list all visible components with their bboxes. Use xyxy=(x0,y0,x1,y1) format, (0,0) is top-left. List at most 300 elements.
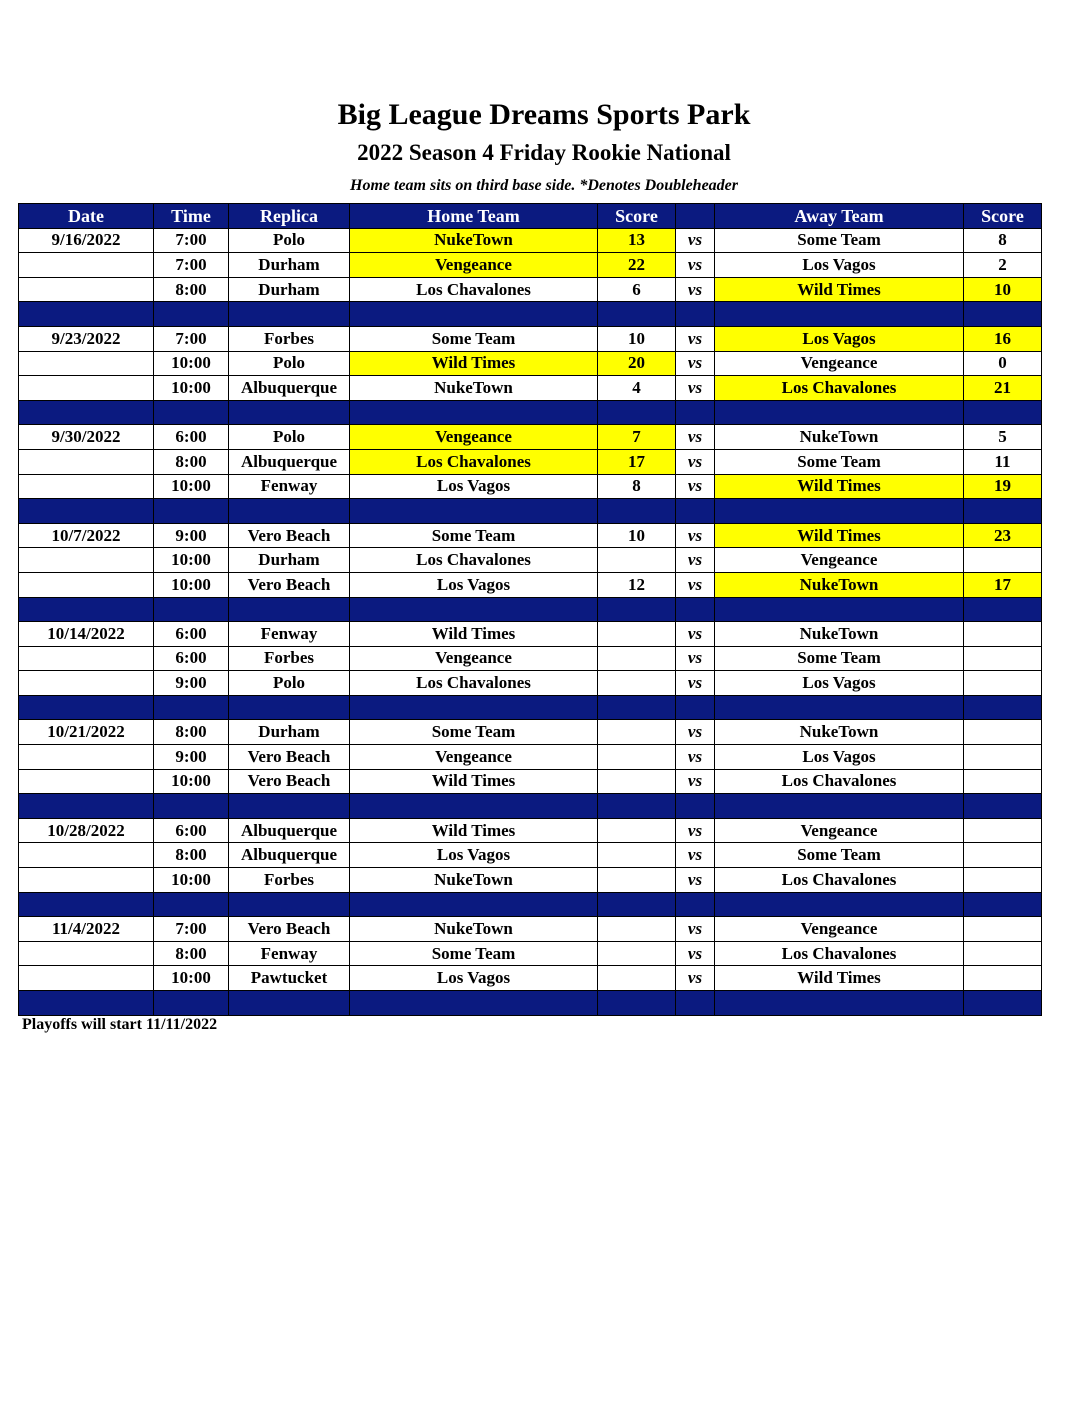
separator-cell xyxy=(229,794,350,819)
separator-cell xyxy=(350,991,598,1016)
game-row xyxy=(19,646,1042,671)
game-time: 10:00 xyxy=(154,548,229,573)
vs-label: vs xyxy=(676,941,715,966)
separator-cell xyxy=(350,892,598,917)
game-row xyxy=(19,868,1042,893)
separator-cell xyxy=(154,597,229,622)
separator-cell xyxy=(598,597,676,622)
home-score xyxy=(598,917,676,942)
home-score xyxy=(598,769,676,794)
away-team: Some Team xyxy=(715,449,964,474)
game-row xyxy=(19,572,1042,597)
away-score: 2 xyxy=(964,253,1042,278)
away-team: Wild Times xyxy=(715,966,964,991)
game-field: Forbes xyxy=(229,868,350,893)
game-field: Albuquerque xyxy=(229,843,350,868)
game-time: 8:00 xyxy=(154,277,229,302)
game-field: Polo xyxy=(229,351,350,376)
game-date xyxy=(19,449,154,474)
game-field: Forbes xyxy=(229,326,350,351)
game-field: Forbes xyxy=(229,646,350,671)
game-date xyxy=(19,548,154,573)
separator-cell xyxy=(964,400,1042,425)
away-team: NukeTown xyxy=(715,425,964,450)
col-header-away-score: Score xyxy=(964,204,1042,229)
vs-label: vs xyxy=(676,572,715,597)
game-time: 6:00 xyxy=(154,425,229,450)
away-score: 23 xyxy=(964,523,1042,548)
away-score: 19 xyxy=(964,474,1042,499)
game-row xyxy=(19,941,1042,966)
vs-label: vs xyxy=(676,769,715,794)
home-score: 13 xyxy=(598,228,676,253)
separator-cell xyxy=(229,400,350,425)
separator-cell xyxy=(964,794,1042,819)
game-date xyxy=(19,253,154,278)
home-team: NukeTown xyxy=(350,376,598,401)
away-score: 5 xyxy=(964,425,1042,450)
separator-cell xyxy=(350,597,598,622)
vs-label: vs xyxy=(676,425,715,450)
away-score: 11 xyxy=(964,449,1042,474)
separator-cell xyxy=(598,695,676,720)
game-time: 10:00 xyxy=(154,376,229,401)
game-time: 10:00 xyxy=(154,868,229,893)
separator-cell xyxy=(598,892,676,917)
separator-cell xyxy=(154,400,229,425)
home-team: Los Vagos xyxy=(350,966,598,991)
game-date xyxy=(19,474,154,499)
home-score: 10 xyxy=(598,326,676,351)
schedule-note: Home team sits on third base side. *Denotes Doubleheader xyxy=(350,177,738,194)
game-field: Albuquerque xyxy=(229,818,350,843)
week-separator-row xyxy=(19,597,1042,622)
separator-cell xyxy=(715,302,964,327)
away-team: Los Chavalones xyxy=(715,769,964,794)
game-date: 9/30/2022 xyxy=(19,425,154,450)
separator-cell xyxy=(676,302,715,327)
vs-label: vs xyxy=(676,671,715,696)
game-date xyxy=(19,351,154,376)
separator-cell xyxy=(676,892,715,917)
schedule-table xyxy=(18,203,1042,1016)
separator-cell xyxy=(154,695,229,720)
home-team: NukeTown xyxy=(350,228,598,253)
game-date: 11/4/2022 xyxy=(19,917,154,942)
home-score xyxy=(598,868,676,893)
vs-label: vs xyxy=(676,228,715,253)
vs-label: vs xyxy=(676,449,715,474)
away-team: NukeTown xyxy=(715,622,964,647)
vs-label: vs xyxy=(676,351,715,376)
game-date xyxy=(19,941,154,966)
game-date xyxy=(19,671,154,696)
separator-cell xyxy=(19,991,154,1016)
separator-cell xyxy=(229,597,350,622)
col-header-home-team: Home Team xyxy=(350,204,598,229)
game-field: Polo xyxy=(229,228,350,253)
home-score xyxy=(598,941,676,966)
game-row xyxy=(19,917,1042,942)
col-header-home-score: Score xyxy=(598,204,676,229)
home-team: NukeTown xyxy=(350,868,598,893)
game-row xyxy=(19,326,1042,351)
game-date: 9/16/2022 xyxy=(19,228,154,253)
separator-cell xyxy=(154,499,229,524)
game-field: Albuquerque xyxy=(229,449,350,474)
away-team: Wild Times xyxy=(715,474,964,499)
schedule-body xyxy=(19,228,1042,1015)
separator-cell xyxy=(598,302,676,327)
home-score xyxy=(598,720,676,745)
home-score: 12 xyxy=(598,572,676,597)
separator-cell xyxy=(19,302,154,327)
col-header-time: Time xyxy=(154,204,229,229)
game-time: 6:00 xyxy=(154,818,229,843)
home-team: NukeTown xyxy=(350,917,598,942)
separator-cell xyxy=(154,794,229,819)
separator-cell xyxy=(598,499,676,524)
col-header-date: Date xyxy=(19,204,154,229)
separator-cell xyxy=(964,499,1042,524)
separator-cell xyxy=(154,991,229,1016)
game-date xyxy=(19,277,154,302)
game-date: 9/23/2022 xyxy=(19,326,154,351)
separator-cell xyxy=(350,499,598,524)
game-date: 10/7/2022 xyxy=(19,523,154,548)
separator-cell xyxy=(350,695,598,720)
game-time: 8:00 xyxy=(154,720,229,745)
separator-cell xyxy=(715,794,964,819)
away-score xyxy=(964,671,1042,696)
home-score: 22 xyxy=(598,253,676,278)
page-title: Big League Dreams Sports Park xyxy=(337,98,751,131)
game-field: Pawtucket xyxy=(229,966,350,991)
game-time: 6:00 xyxy=(154,622,229,647)
game-row xyxy=(19,671,1042,696)
separator-cell xyxy=(715,597,964,622)
away-score: 21 xyxy=(964,376,1042,401)
away-score xyxy=(964,966,1042,991)
game-field: Polo xyxy=(229,671,350,696)
game-field: Vero Beach xyxy=(229,769,350,794)
home-team: Los Chavalones xyxy=(350,449,598,474)
vs-label: vs xyxy=(676,868,715,893)
game-field: Fenway xyxy=(229,622,350,647)
away-team: Vengeance xyxy=(715,351,964,376)
game-field: Fenway xyxy=(229,474,350,499)
separator-cell xyxy=(676,499,715,524)
game-date: 10/21/2022 xyxy=(19,720,154,745)
game-time: 10:00 xyxy=(154,966,229,991)
game-row xyxy=(19,425,1042,450)
game-field: Durham xyxy=(229,253,350,278)
separator-cell xyxy=(598,991,676,1016)
separator-cell xyxy=(19,400,154,425)
away-score: 17 xyxy=(964,572,1042,597)
away-team: Los Vagos xyxy=(715,326,964,351)
game-field: Durham xyxy=(229,548,350,573)
away-team: Some Team xyxy=(715,228,964,253)
game-field: Polo xyxy=(229,425,350,450)
vs-label: vs xyxy=(676,376,715,401)
week-separator-row xyxy=(19,400,1042,425)
away-score xyxy=(964,868,1042,893)
col-header-replica: Replica xyxy=(229,204,350,229)
separator-cell xyxy=(964,302,1042,327)
game-row xyxy=(19,966,1042,991)
game-time: 8:00 xyxy=(154,843,229,868)
away-team: Los Vagos xyxy=(715,253,964,278)
away-team: Los Vagos xyxy=(715,745,964,770)
game-time: 10:00 xyxy=(154,572,229,597)
game-date xyxy=(19,769,154,794)
game-time: 7:00 xyxy=(154,253,229,278)
game-field: Vero Beach xyxy=(229,572,350,597)
game-time: 9:00 xyxy=(154,671,229,696)
game-field: Vero Beach xyxy=(229,745,350,770)
separator-cell xyxy=(154,302,229,327)
vs-label: vs xyxy=(676,818,715,843)
week-separator-row xyxy=(19,991,1042,1016)
separator-cell xyxy=(154,892,229,917)
game-date: 10/14/2022 xyxy=(19,622,154,647)
home-team: Wild Times xyxy=(350,622,598,647)
away-team: Vengeance xyxy=(715,917,964,942)
home-team: Some Team xyxy=(350,326,598,351)
home-score xyxy=(598,671,676,696)
separator-cell xyxy=(350,400,598,425)
game-date: 10/28/2022 xyxy=(19,818,154,843)
week-separator-row xyxy=(19,302,1042,327)
home-score xyxy=(598,548,676,573)
away-team: Some Team xyxy=(715,843,964,868)
game-row xyxy=(19,622,1042,647)
away-score xyxy=(964,818,1042,843)
home-score: 7 xyxy=(598,425,676,450)
game-date xyxy=(19,572,154,597)
away-score xyxy=(964,917,1042,942)
home-score xyxy=(598,622,676,647)
vs-label: vs xyxy=(676,326,715,351)
game-field: Vero Beach xyxy=(229,523,350,548)
separator-cell xyxy=(19,695,154,720)
away-team: NukeTown xyxy=(715,720,964,745)
away-score xyxy=(964,622,1042,647)
separator-cell xyxy=(964,892,1042,917)
home-score: 4 xyxy=(598,376,676,401)
home-team: Wild Times xyxy=(350,818,598,843)
week-separator-row xyxy=(19,892,1042,917)
vs-label: vs xyxy=(676,720,715,745)
home-score xyxy=(598,966,676,991)
game-time: 7:00 xyxy=(154,228,229,253)
separator-cell xyxy=(964,991,1042,1016)
home-team: Some Team xyxy=(350,720,598,745)
game-row xyxy=(19,253,1042,278)
home-team: Vengeance xyxy=(350,253,598,278)
home-team: Wild Times xyxy=(350,769,598,794)
page-subtitle: 2022 Season 4 Friday Rookie National xyxy=(357,140,731,165)
game-time: 8:00 xyxy=(154,941,229,966)
away-score: 16 xyxy=(964,326,1042,351)
game-field: Fenway xyxy=(229,941,350,966)
vs-label: vs xyxy=(676,646,715,671)
separator-cell xyxy=(229,302,350,327)
separator-cell xyxy=(19,597,154,622)
home-score: 20 xyxy=(598,351,676,376)
game-row xyxy=(19,351,1042,376)
away-team: Los Chavalones xyxy=(715,376,964,401)
game-time: 8:00 xyxy=(154,449,229,474)
game-row xyxy=(19,523,1042,548)
col-header-vs xyxy=(676,204,715,229)
vs-label: vs xyxy=(676,548,715,573)
separator-cell xyxy=(229,499,350,524)
vs-label: vs xyxy=(676,843,715,868)
home-score xyxy=(598,745,676,770)
separator-cell xyxy=(715,991,964,1016)
away-team: Wild Times xyxy=(715,277,964,302)
game-time: 10:00 xyxy=(154,769,229,794)
home-team: Some Team xyxy=(350,941,598,966)
away-score: 10 xyxy=(964,277,1042,302)
away-score xyxy=(964,843,1042,868)
game-date xyxy=(19,843,154,868)
col-header-away-team: Away Team xyxy=(715,204,964,229)
vs-label: vs xyxy=(676,277,715,302)
game-row xyxy=(19,449,1042,474)
away-team: Some Team xyxy=(715,646,964,671)
separator-cell xyxy=(19,499,154,524)
away-score xyxy=(964,720,1042,745)
game-row xyxy=(19,277,1042,302)
separator-cell xyxy=(676,695,715,720)
away-score xyxy=(964,745,1042,770)
away-team: Wild Times xyxy=(715,523,964,548)
home-team: Los Vagos xyxy=(350,843,598,868)
game-time: 7:00 xyxy=(154,326,229,351)
separator-cell xyxy=(229,991,350,1016)
separator-cell xyxy=(350,302,598,327)
away-team: Los Vagos xyxy=(715,671,964,696)
game-row xyxy=(19,548,1042,573)
game-row xyxy=(19,228,1042,253)
game-time: 9:00 xyxy=(154,745,229,770)
game-row xyxy=(19,769,1042,794)
game-date xyxy=(19,868,154,893)
header-row xyxy=(19,204,1042,229)
game-time: 7:00 xyxy=(154,917,229,942)
game-row xyxy=(19,720,1042,745)
separator-cell xyxy=(715,400,964,425)
separator-cell xyxy=(229,892,350,917)
separator-cell xyxy=(229,695,350,720)
week-separator-row xyxy=(19,499,1042,524)
game-date xyxy=(19,745,154,770)
home-score: 8 xyxy=(598,474,676,499)
game-date xyxy=(19,966,154,991)
game-row xyxy=(19,376,1042,401)
home-team: Los Vagos xyxy=(350,572,598,597)
away-score xyxy=(964,548,1042,573)
separator-cell xyxy=(598,400,676,425)
separator-cell xyxy=(964,695,1042,720)
separator-cell xyxy=(715,695,964,720)
separator-cell xyxy=(676,597,715,622)
game-field: Durham xyxy=(229,720,350,745)
away-score: 0 xyxy=(964,351,1042,376)
game-date xyxy=(19,646,154,671)
vs-label: vs xyxy=(676,966,715,991)
away-score xyxy=(964,769,1042,794)
separator-cell xyxy=(676,400,715,425)
separator-cell xyxy=(19,794,154,819)
separator-cell xyxy=(350,794,598,819)
home-score xyxy=(598,646,676,671)
playoffs-note: Playoffs will start 11/11/2022 xyxy=(22,1016,218,1033)
game-date xyxy=(19,376,154,401)
week-separator-row xyxy=(19,794,1042,819)
vs-label: vs xyxy=(676,622,715,647)
home-score xyxy=(598,843,676,868)
home-team: Los Chavalones xyxy=(350,671,598,696)
home-score: 17 xyxy=(598,449,676,474)
week-separator-row xyxy=(19,695,1042,720)
away-team: Los Chavalones xyxy=(715,868,964,893)
home-score xyxy=(598,818,676,843)
away-score xyxy=(964,941,1042,966)
game-field: Vero Beach xyxy=(229,917,350,942)
vs-label: vs xyxy=(676,474,715,499)
away-team: Vengeance xyxy=(715,818,964,843)
home-team: Vengeance xyxy=(350,425,598,450)
away-score xyxy=(964,646,1042,671)
vs-label: vs xyxy=(676,253,715,278)
home-team: Wild Times xyxy=(350,351,598,376)
game-time: 6:00 xyxy=(154,646,229,671)
separator-cell xyxy=(19,892,154,917)
away-team: NukeTown xyxy=(715,572,964,597)
home-team: Los Chavalones xyxy=(350,277,598,302)
home-score: 6 xyxy=(598,277,676,302)
home-team: Some Team xyxy=(350,523,598,548)
home-team: Vengeance xyxy=(350,745,598,770)
game-time: 10:00 xyxy=(154,474,229,499)
home-team: Los Vagos xyxy=(350,474,598,499)
separator-cell xyxy=(715,892,964,917)
vs-label: vs xyxy=(676,745,715,770)
home-team: Los Chavalones xyxy=(350,548,598,573)
game-row xyxy=(19,818,1042,843)
away-team: Vengeance xyxy=(715,548,964,573)
game-row xyxy=(19,745,1042,770)
separator-cell xyxy=(598,794,676,819)
game-time: 10:00 xyxy=(154,351,229,376)
away-score: 8 xyxy=(964,228,1042,253)
game-time: 9:00 xyxy=(154,523,229,548)
game-field: Durham xyxy=(229,277,350,302)
separator-cell xyxy=(676,991,715,1016)
separator-cell xyxy=(964,597,1042,622)
separator-cell xyxy=(676,794,715,819)
home-team: Vengeance xyxy=(350,646,598,671)
home-score: 10 xyxy=(598,523,676,548)
game-row xyxy=(19,474,1042,499)
game-field: Albuquerque xyxy=(229,376,350,401)
vs-label: vs xyxy=(676,917,715,942)
game-row xyxy=(19,843,1042,868)
